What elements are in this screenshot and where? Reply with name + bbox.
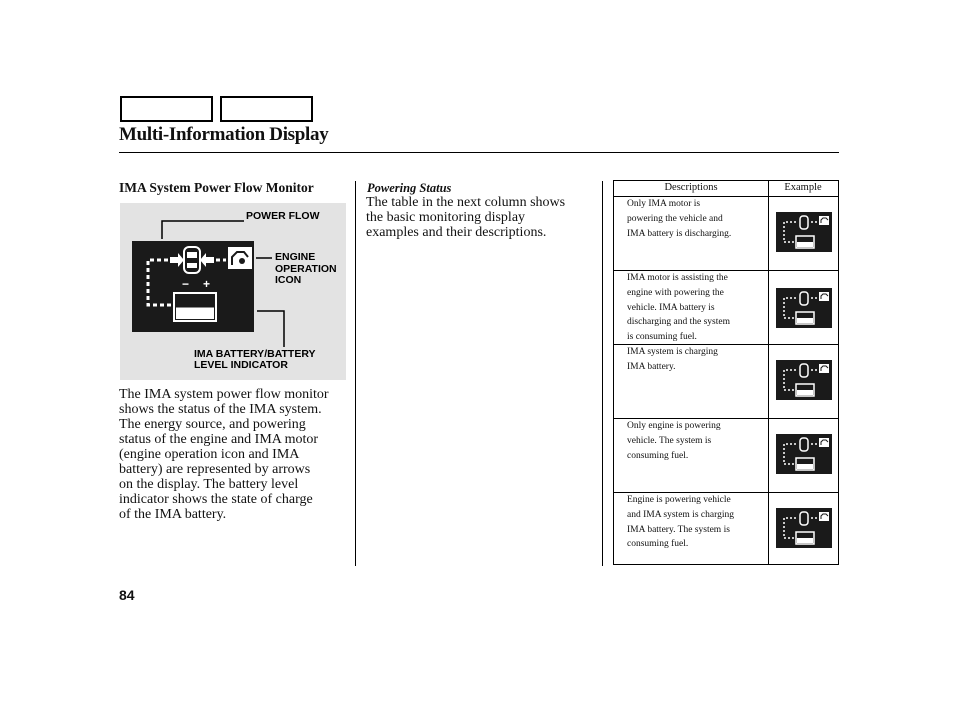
row-description: Engine is powering vehicle and IMA system is charging IMA battery. The system is consuming fuel. xyxy=(627,495,734,550)
powering-status-table xyxy=(613,180,839,565)
column1-paragraph xyxy=(119,387,355,522)
leader-power-flow xyxy=(162,221,244,239)
engine-charging-icon xyxy=(776,508,832,548)
ima-assist-icon xyxy=(776,288,832,328)
label-battery-2: LEVEL INDICATOR xyxy=(194,359,288,371)
text-line: battery) are represented by arrows xyxy=(119,462,311,477)
ima-only-discharging-icon xyxy=(776,212,832,252)
header-descriptions: Descriptions xyxy=(664,182,718,193)
text-line: shows the status of the IMA system. xyxy=(119,402,322,417)
label-engine-icon-2: OPERATION xyxy=(275,263,337,275)
table-row xyxy=(614,418,838,493)
column2-heading: Powering Status xyxy=(367,181,452,195)
leader-battery xyxy=(257,311,284,347)
header-tab-box-1 xyxy=(120,96,213,122)
text-line: The table in the next column shows xyxy=(366,195,566,210)
row-description: IMA system is charging IMA battery. xyxy=(627,347,718,372)
text-line: the basic monitoring display xyxy=(366,210,526,225)
text-line: (engine operation icon and IMA xyxy=(119,447,300,462)
label-engine-icon-3: ICON xyxy=(275,274,302,286)
row-description: IMA motor is assisting the engine with powering the vehicle. IMA battery is discharging and the system is consuming fuel. xyxy=(627,273,730,343)
table-row xyxy=(614,344,838,419)
header-tab-box-2 xyxy=(220,96,313,122)
column-divider-2 xyxy=(602,181,603,566)
table-row xyxy=(614,196,838,271)
label-engine-icon-1: ENGINE xyxy=(275,251,316,263)
header-example: Example xyxy=(784,182,822,193)
row-description: Only engine is powering vehicle. The system is consuming fuel. xyxy=(627,421,721,461)
engine-operation-icon xyxy=(228,247,252,269)
label-power-flow: POWER FLOW xyxy=(246,210,320,222)
page-title: Multi-Information Display xyxy=(119,124,329,145)
svg-text:−: − xyxy=(182,277,190,291)
svg-text:+: + xyxy=(203,277,211,291)
text-line: examples and their descriptions. xyxy=(366,225,547,240)
text-line: of the IMA battery. xyxy=(119,507,227,522)
column-divider-1 xyxy=(355,181,356,566)
ima-charging-icon xyxy=(776,360,832,400)
text-line: indicator shows the state of charge xyxy=(119,492,313,507)
row-description: Only IMA motor is powering the vehicle and IMA battery is discharging. xyxy=(627,199,732,239)
section-heading: IMA System Power Flow Monitor xyxy=(119,180,314,195)
table-row xyxy=(614,270,838,345)
text-line: status of the engine and IMA motor xyxy=(119,432,319,447)
text-line: The IMA system power flow monitor xyxy=(119,387,329,402)
engine-only-icon xyxy=(776,434,832,474)
column2-paragraph xyxy=(366,195,598,240)
table-header xyxy=(614,181,838,197)
title-rule xyxy=(119,152,839,153)
page-number: 84 xyxy=(119,587,135,603)
power-flow-figure xyxy=(120,203,346,380)
label-battery-1: IMA BATTERY/BATTERY xyxy=(194,348,316,360)
table-row xyxy=(614,492,838,565)
text-line: The energy source, and powering xyxy=(119,417,306,432)
text-line: on the display. The battery level xyxy=(119,477,299,492)
